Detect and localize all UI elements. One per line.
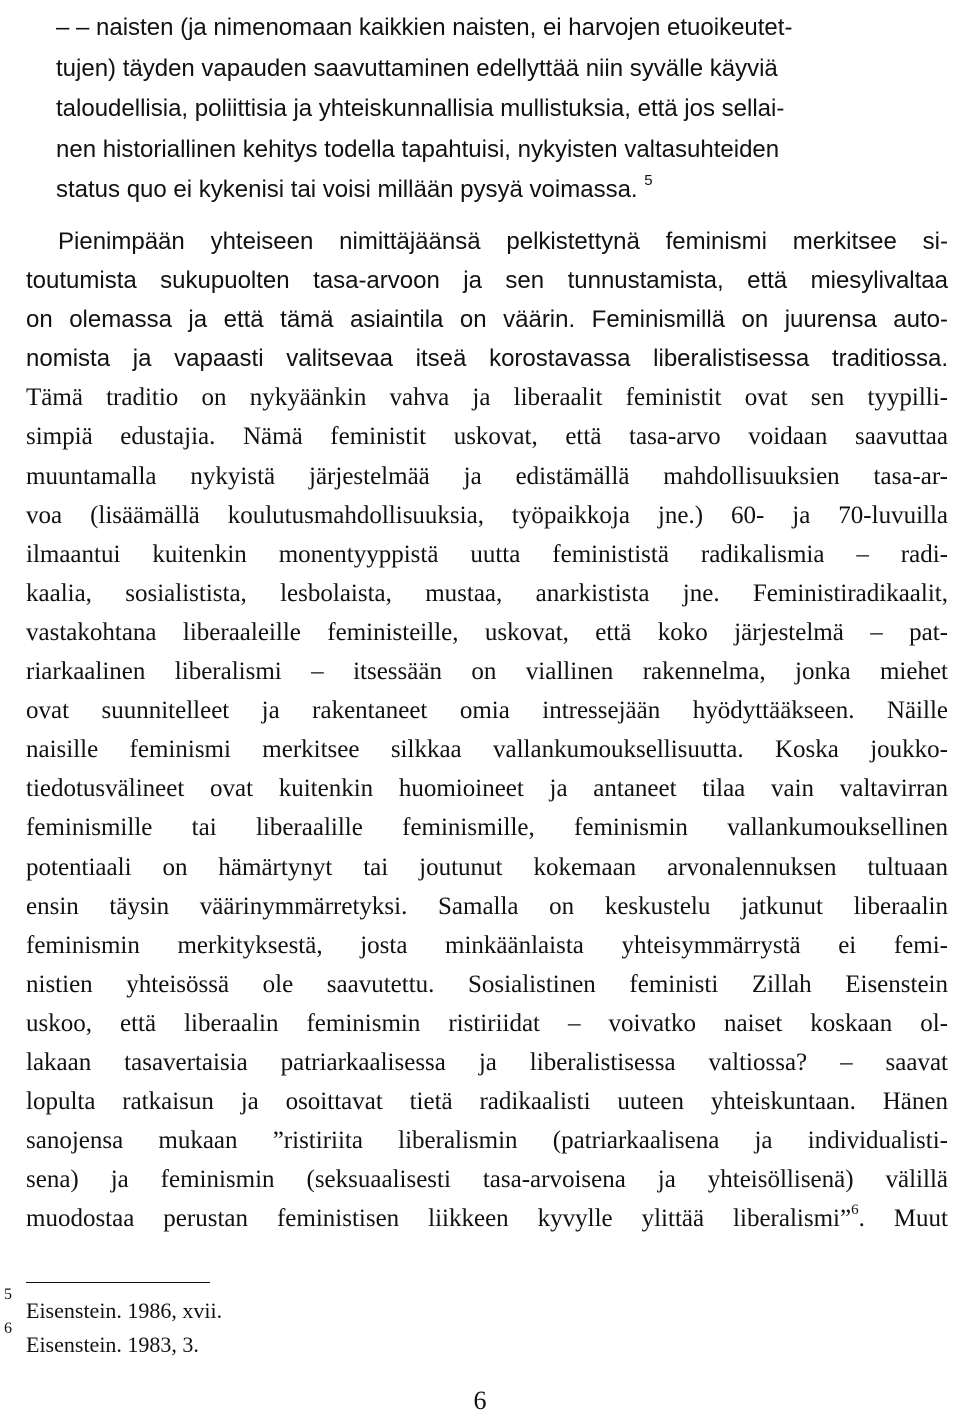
body-line: feminismin merkityksestä, josta minkäänlaista yhteisymmärrystä ei femi- — [26, 931, 948, 959]
footnote — [0, 1286, 600, 1324]
quote-line: tujen) täyden vapauden saavuttaminen edellyttää niin syvälle käyviä — [56, 54, 778, 82]
body-line: toutumista sukupuolten tasa-arvoon ja sen tunnustamista, että miesylivaltaa — [26, 267, 948, 295]
footnote-text: Eisenstein. 1983, 3. — [26, 1332, 199, 1357]
body-line: muuntamalla nykyistä järjestelmää ja edistämällä mahdollisuuksien tasa-ar- — [26, 462, 948, 490]
body-line: on olemassa ja että tämä asiaintila on väärin. Feminismillä on juurensa auto- — [26, 306, 948, 334]
quote-line-text: status quo ei kykenisi tai voisi millään pysyä voimassa. — [56, 176, 638, 203]
quote-line: nen historiallinen kehitys todella tapahtuisi, nykyisten valtasuhteiden — [56, 135, 780, 163]
body-line: tiedotusvälineet ovat kuitenkin huomioineet ja antaneet tilaa vain valtavirran — [26, 775, 948, 803]
footnote — [0, 1320, 600, 1358]
body-line: nomista ja vapaasti valitsevaa itseä korostavassa liberalistisessa traditiossa. — [26, 345, 948, 373]
body-line: feminismille tai liberaalille feminismille, feminismin vallankumouksellinen — [26, 814, 948, 842]
body-line: voa (lisäämällä koulutusmahdollisuuksia, työpaikkoja jne.) 60- ja 70-luvuilla — [26, 501, 948, 529]
body-line: ilmaantui kuitenkin monentyyppistä uutta feminististä radikalismia – radi- — [26, 540, 948, 568]
footnote-number: 6 — [4, 1320, 12, 1337]
quote-line: – – naisten (ja nimenomaan kaikkien naisten, ei harvojen etuoikeutet- — [56, 14, 793, 41]
body-line: lopulta ratkaisun ja osoittavat tietä radikaalisti uuteen yhteiskuntaan. Hänen — [26, 1088, 948, 1116]
body-line: riarkaalinen liberalismi – itsessään on viallinen rakennelma, jonka miehet — [26, 658, 948, 686]
footnote-text: Eisenstein. 1986, xvii. — [26, 1298, 223, 1323]
page-number: 6 — [473, 1386, 487, 1415]
body-line: Tämä traditio on nykyäänkin vahva ja liberaalit feministit ovat sen tyypilli- — [26, 384, 948, 412]
footnote-reference: 6 — [851, 1202, 859, 1219]
body-line: ovat suunnitelleet ja rakentaneet omia intressejään hyödyttääkseen. Näille — [26, 697, 948, 725]
body-line: vastakohtana liberaaleille feministeille, uskovat, että koko järjestelmä – pat- — [26, 618, 948, 646]
body-paragraph — [26, 222, 948, 1238]
footnote-separator — [26, 1282, 210, 1283]
body-line: potentiaali on hämärtynyt tai joutunut kokemaan arvonalennuksen tultuaan — [26, 853, 948, 881]
body-line-last — [26, 1199, 948, 1238]
block-quote — [56, 8, 924, 211]
body-line: lakaan tasavertaisia patriarkaalisessa ja liberalistisessa valtiossa? – saavat — [26, 1048, 948, 1076]
footnote-number: 5 — [4, 1286, 12, 1303]
quote-line — [56, 170, 924, 211]
body-line: Pienimpään yhteiseen nimittäjäänsä pelkistettynä feminismi merkitsee si- — [58, 228, 948, 255]
body-line-text: . Muut — [858, 1205, 948, 1233]
body-line: sena) ja feminismin (seksuaalisesti tasa-arvoisena ja yhteisöllisenä) välillä — [26, 1166, 948, 1194]
body-line-text: muodostaa perustan feministisen liikkeen kyvylle ylittää liberalismi” — [26, 1205, 852, 1233]
body-line: sanojensa mukaan ”ristiriita liberalismin (patriarkaalisena ja individualisti- — [26, 1127, 948, 1155]
footnotes — [0, 1286, 600, 1358]
footnote-reference: 5 — [644, 172, 653, 189]
quote-line: taloudellisia, poliittisia ja yhteiskunnallisia mullistuksia, että jos sellai- — [56, 95, 785, 122]
body-line: naisille feminismi merkitsee silkkaa vallankumouksellisuutta. Koska joukko- — [26, 736, 948, 764]
body-line: ensin täysin väärinymmärretyksi. Samalla on keskustelu jatkunut liberaalin — [26, 892, 948, 920]
body-line: simpiä edustajia. Nämä feministit uskovat, että tasa-arvo voidaan saavuttaa — [26, 423, 948, 451]
body-line: nistien yhteisössä ole saavutettu. Sosialistinen feministi Zillah Eisenstein — [26, 970, 948, 998]
body-line: uskoo, että liberaalin feminismin ristiriidat – voivatko naiset koskaan ol- — [26, 1009, 948, 1037]
body-line: kaalia, sosialistista, lesbolaista, mustaa, anarkistista jne. Feministiradikaalit, — [26, 579, 948, 607]
